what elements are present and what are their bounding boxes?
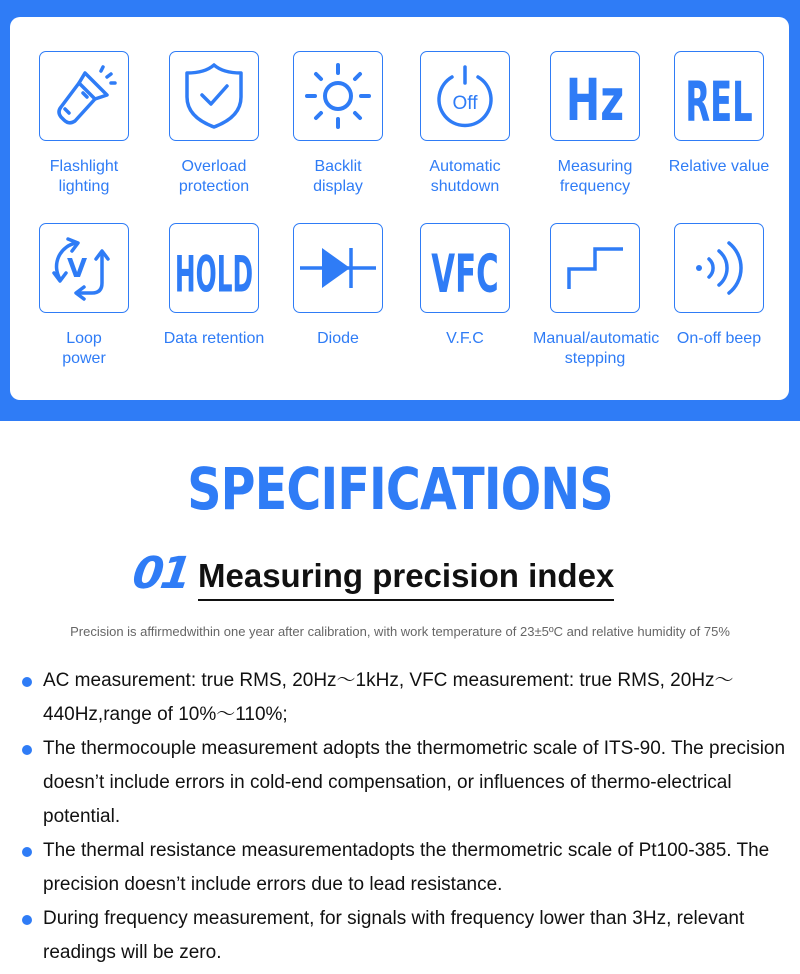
flashlight-icon [49, 61, 119, 131]
bullet-dot [22, 745, 32, 755]
feature-shutdown [403, 51, 527, 197]
feature-stepping [533, 223, 660, 369]
feature-label: Data retention [163, 330, 265, 347]
feature-label: Overload protection [178, 158, 250, 195]
beep-icon [689, 233, 749, 303]
feature-frequency [533, 51, 657, 197]
svg-text:VFC: VFC [431, 244, 499, 303]
svg-text:Hz: Hz [565, 67, 625, 131]
feature-label: Flashlight lighting [49, 158, 119, 195]
feature-label: Loop power [62, 330, 106, 367]
features-banner [0, 0, 800, 421]
precision-note: Precision is affirmedwithin one year after calibration, with work temperature of 23±5ºC and relative humidity of 75% [70, 624, 730, 639]
feature-diode [276, 223, 400, 349]
vfc-icon [423, 233, 507, 303]
feature-label: Relative value [668, 158, 770, 175]
power-off-icon [430, 61, 500, 131]
diode-icon [298, 238, 378, 298]
feature-hold [152, 223, 276, 349]
feature-relative [657, 51, 781, 177]
feature-label: Manual/automatic stepping [533, 330, 660, 367]
feature-label: Diode [317, 330, 359, 347]
feature-loop-power [22, 223, 146, 369]
feature-label: Automatic shutdown [429, 158, 501, 195]
specifications-heading: SPECIFICATIONS [187, 455, 613, 523]
svg-text:REL: REL [685, 69, 753, 131]
feature-label: Backlit display [313, 158, 363, 195]
feature-backlit [276, 51, 400, 197]
sun-icon [301, 59, 375, 133]
rel-icon [679, 61, 759, 131]
stepping-icon [565, 243, 625, 293]
svg-text:V: V [66, 254, 88, 284]
section-number: 01 [129, 548, 192, 599]
feature-flashlight [22, 51, 146, 197]
list-item: The thermocouple measurement adopts the thermometric scale of ITS-90. The precision doesn’t include errors in cold-end compensation, or influences of thermo-electrical potential. [22, 732, 792, 834]
hz-icon [555, 61, 635, 131]
feature-label: V.F.C [446, 330, 484, 347]
bullet-dot [22, 677, 32, 687]
list-item: The thermal resistance measurementadopts the thermometric scale of Pt100-385. The precision doesn’t include errors due to lead resistance. [22, 834, 792, 902]
svg-text:Off: Off [452, 93, 478, 114]
bullet-dot [22, 847, 32, 857]
loop-power-icon [46, 233, 122, 303]
feature-label: Measuring frequency [557, 158, 633, 195]
list-item: AC measurement: true RMS, 20Hz～1kHz, VFC measurement: true RMS, 20Hz～440Hz,range of 10%～110%; [22, 664, 792, 732]
shield-check-icon [181, 61, 247, 131]
features-panel [10, 17, 789, 400]
list-item: During frequency measurement, for signals with frequency lower than 3Hz, relevant readings will be zero. [22, 902, 792, 970]
section-title: Measuring precision index [198, 557, 614, 601]
bullet-dot [22, 915, 32, 925]
feature-label: On-off beep [676, 330, 762, 347]
feature-vfc [403, 223, 527, 349]
svg-text:HOLD: HOLD [174, 246, 254, 303]
spec-bullet-list [22, 664, 792, 970]
hold-icon [172, 233, 256, 303]
feature-overload [152, 51, 276, 197]
feature-beep [657, 223, 781, 349]
